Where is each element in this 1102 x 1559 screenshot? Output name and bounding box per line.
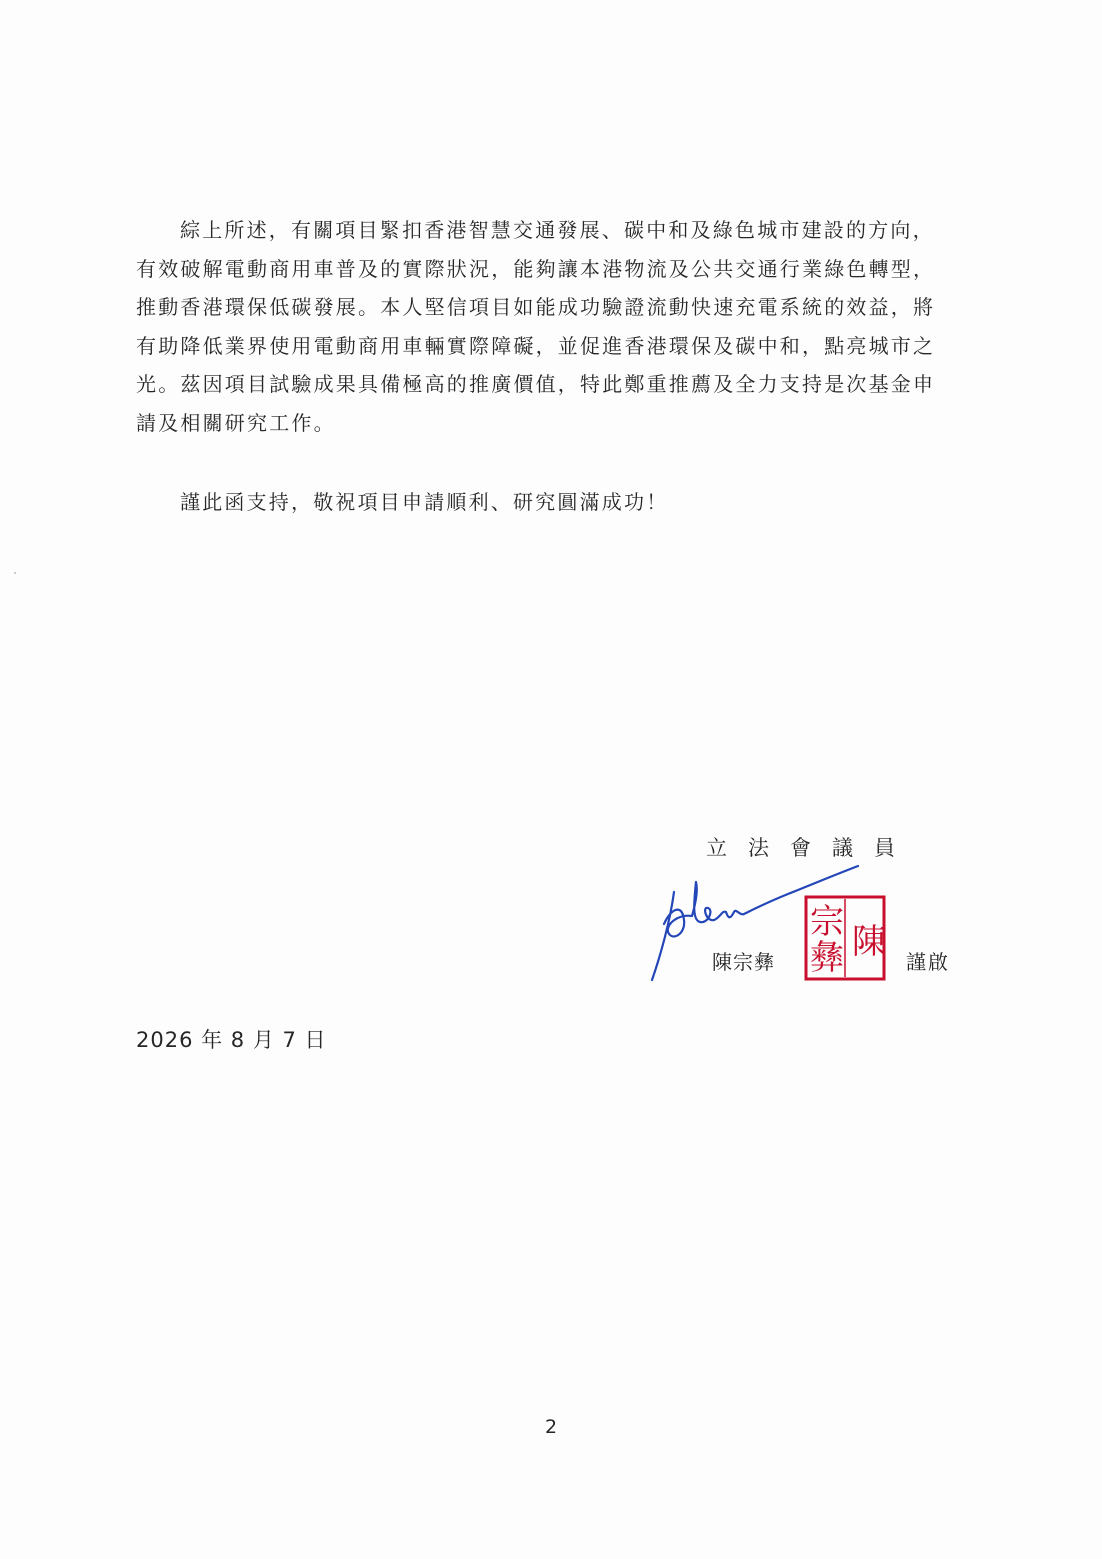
body-paragraph-1 bbox=[136, 211, 956, 442]
signer-title: 立法會議員 bbox=[706, 836, 916, 860]
paragraph-line: 請及相關研究工作。 bbox=[136, 410, 336, 435]
paragraph-line: 推動香港環保低碳發展。本人堅信項目如能成功驗證流動快速充電系統的效益，將 bbox=[136, 295, 936, 319]
name-seal-stamp bbox=[804, 895, 886, 981]
closing-phrase: 謹啟 bbox=[906, 950, 950, 974]
body-paragraph-2 bbox=[136, 483, 956, 522]
signer-name: 陳宗彝 bbox=[712, 950, 775, 974]
paragraph-line: 有效破解電動商用車普及的實際狀況，能夠讓本港物流及公共交通行業綠色轉型， bbox=[136, 256, 936, 281]
paragraph-line: 有助降低業界使用電動商用車輛實際障礙，並促進香港環保及碳中和，點亮城市之 bbox=[136, 333, 936, 358]
scan-speck bbox=[14, 572, 16, 574]
svg-text:彝: 彝 bbox=[810, 938, 844, 978]
paragraph-line: 謹此函支持，敬祝項目申請順利、研究圓滿成功！ bbox=[180, 490, 669, 514]
paragraph-line: 光。茲因項目試驗成果具備極高的推廣價值，特此鄭重推薦及全力支持是次基金申 bbox=[136, 372, 936, 396]
svg-text:陳: 陳 bbox=[852, 922, 886, 962]
paragraph-line: 綜上所述，有關項目緊扣香港智慧交通發展、碳中和及綠色城市建設的方向， bbox=[180, 218, 935, 242]
letter-date: 2026 年 8 月 7 日 bbox=[136, 1028, 327, 1052]
svg-text:宗: 宗 bbox=[810, 902, 844, 942]
page-number: 2 bbox=[544, 1416, 558, 1438]
